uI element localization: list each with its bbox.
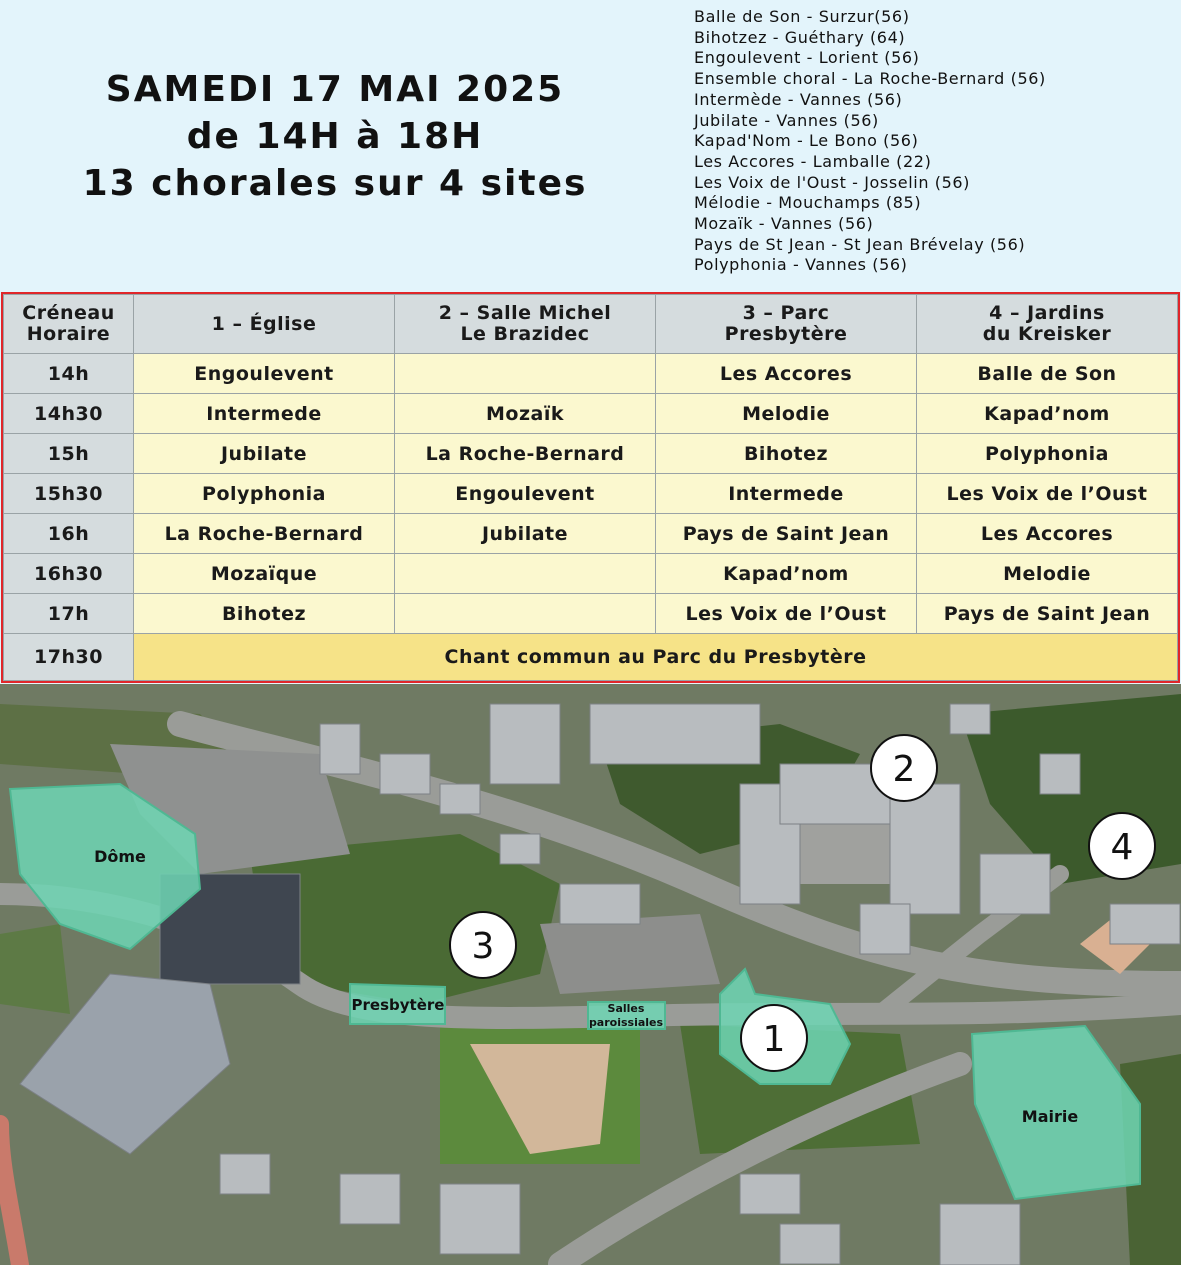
schedule-row — [4, 434, 1178, 474]
timeslot-cell: 16h — [4, 514, 134, 554]
choir-list — [694, 7, 1046, 276]
slot-cell: Pays de Saint Jean — [656, 514, 917, 554]
slot-cell: Les Accores — [656, 354, 917, 394]
timeslot-cell: 14h — [4, 354, 134, 394]
schedule-row — [4, 514, 1178, 554]
schedule-row — [4, 354, 1178, 394]
slot-cell: Polyphonia — [134, 474, 395, 514]
venue-header-eglise: 1 – Église — [134, 295, 395, 354]
site-marker-1 — [741, 1005, 807, 1071]
timeslot-cell: 15h — [4, 434, 134, 474]
event-hours: de 14H à 18H — [186, 116, 484, 157]
slot-cell: La Roche-Bernard — [395, 434, 656, 474]
slot-cell: Bihotez — [134, 594, 395, 634]
choir-item: Les Accores - Lamballe (22) — [694, 151, 932, 171]
event-summary: 13 chorales sur 4 sites — [82, 163, 588, 204]
slot-cell: Les Voix de l’Oust — [656, 594, 917, 634]
schedule-row — [4, 554, 1178, 594]
slot-cell — [395, 354, 656, 394]
slot-cell: Kapad’nom — [656, 554, 917, 594]
event-headline — [40, 66, 630, 207]
presbytere-label: Presbytère — [351, 996, 445, 1014]
choir-item: Pays de St Jean - St Jean Brévelay (56) — [694, 234, 1026, 254]
choir-item: Mélodie - Mouchamps (85) — [694, 193, 922, 213]
salles-label: Salles — [607, 1002, 645, 1015]
aerial-map — [0, 684, 1181, 1265]
slot-cell: Jubilate — [395, 514, 656, 554]
svg-text:2: 2 — [892, 749, 916, 790]
choir-item: Intermède - Vannes (56) — [694, 89, 903, 109]
slot-cell: La Roche-Bernard — [134, 514, 395, 554]
site-marker-2 — [871, 735, 937, 801]
svg-text:4: 4 — [1110, 827, 1134, 868]
timeslot-cell: 17h30 — [4, 634, 134, 681]
choir-item: Polyphonia - Vannes (56) — [694, 255, 908, 275]
site-marker-3 — [450, 912, 516, 978]
slot-cell: Melodie — [656, 394, 917, 434]
slot-cell: Kapad’nom — [917, 394, 1178, 434]
schedule-row — [4, 594, 1178, 634]
header-panel — [0, 0, 1181, 290]
slot-cell: Balle de Son — [917, 354, 1178, 394]
schedule-row — [4, 474, 1178, 514]
svg-text:1: 1 — [762, 1019, 786, 1060]
venue-header-jardins: 4 – Jardins du Kreisker — [917, 295, 1178, 354]
paroissiales-label: paroissiales — [588, 1016, 664, 1029]
svg-text:3: 3 — [471, 926, 495, 967]
choir-item: Engoulevent - Lorient (56) — [694, 48, 920, 68]
choir-item: Kapad'Nom - Le Bono (56) — [694, 131, 919, 151]
timeslot-cell: 17h — [4, 594, 134, 634]
site-marker-4 — [1089, 813, 1155, 879]
dome-label: Dôme — [94, 847, 146, 866]
choir-item: Jubilate - Vannes (56) — [694, 110, 879, 130]
slot-cell — [395, 554, 656, 594]
choir-item: Mozaïk - Vannes (56) — [694, 214, 874, 234]
slot-cell: Bihotez — [656, 434, 917, 474]
schedule-row — [4, 394, 1178, 434]
choir-item: Bihotzez - Guéthary (64) — [694, 27, 906, 47]
slot-cell: Engoulevent — [395, 474, 656, 514]
choir-item: Ensemble choral - La Roche-Bernard (56) — [694, 69, 1046, 89]
slot-cell: Intermede — [134, 394, 395, 434]
slot-cell: Polyphonia — [917, 434, 1178, 474]
choir-item: Balle de Son - Surzur(56) — [694, 7, 910, 26]
schedule-row-final — [4, 634, 1178, 681]
slot-cell: Jubilate — [134, 434, 395, 474]
common-song-cell: Chant commun au Parc du Presbytère — [134, 634, 1178, 681]
slot-cell: Mozaïk — [395, 394, 656, 434]
timeslot-cell: 14h30 — [4, 394, 134, 434]
slot-cell: Engoulevent — [134, 354, 395, 394]
choir-item: Les Voix de l'Oust - Josselin (56) — [694, 172, 970, 192]
venue-header-salle: 2 – Salle Michel Le Brazidec — [395, 295, 656, 354]
timeslot-cell: 16h30 — [4, 554, 134, 594]
timeslot-cell: 15h30 — [4, 474, 134, 514]
schedule-header-row — [4, 295, 1178, 354]
slot-cell: Pays de Saint Jean — [917, 594, 1178, 634]
mairie-label: Mairie — [1021, 1107, 1079, 1126]
slot-cell: Les Accores — [917, 514, 1178, 554]
slot-cell — [395, 594, 656, 634]
slot-cell: Intermede — [656, 474, 917, 514]
slot-cell: Melodie — [917, 554, 1178, 594]
schedule-table — [1, 292, 1180, 683]
timeslot-header: Créneau Horaire — [4, 295, 134, 354]
venue-header-parc: 3 – Parc Presbytère — [656, 295, 917, 354]
slot-cell: Mozaïque — [134, 554, 395, 594]
event-date: SAMEDI 17 MAI 2025 — [105, 69, 565, 110]
slot-cell: Les Voix de l’Oust — [917, 474, 1178, 514]
